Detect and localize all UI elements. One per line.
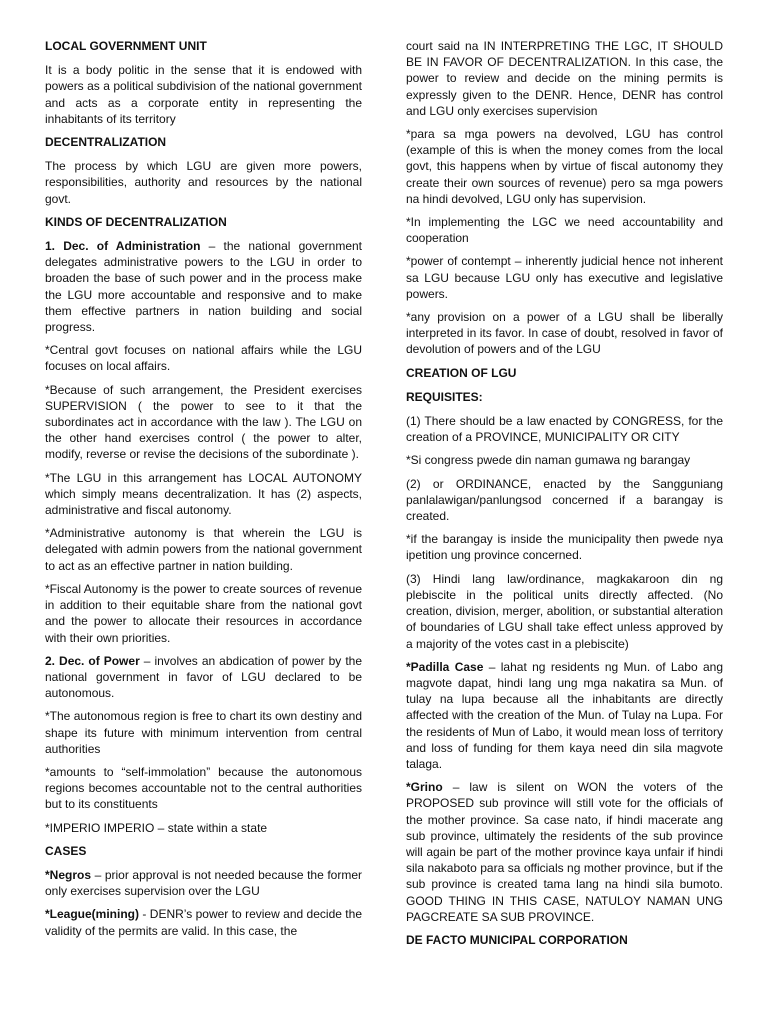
paragraph <box>45 653 362 702</box>
paragraph: *any provision on a power of a LGU shall be liberally interpreted in its favor. In case of doubt, resolved in favor of devolution of powers and of the LGU <box>406 310 723 357</box>
paragraph: *Central govt focuses on national affairs while the LGU focuses on local affairs. <box>45 343 362 374</box>
right-column <box>406 38 723 956</box>
paragraph-text: – involves an abdication of power by the national government in favor of LGU declared to be autonomous. <box>45 653 362 701</box>
section-heading: CASES <box>45 843 87 858</box>
paragraph: *The autonomous region is free to chart its own destiny and shape its future with minimum intervention from central authorities <box>45 709 362 756</box>
section-heading: DE FACTO MUNICIPAL CORPORATION <box>406 932 628 947</box>
paragraph <box>45 238 362 335</box>
paragraph: *In implementing the LGC we need accountability and cooperation <box>406 215 723 246</box>
section-heading: DECENTRALIZATION <box>45 135 167 150</box>
paragraph-lead: 2. Dec. of Power <box>45 653 140 668</box>
section-heading: CREATION OF LGU <box>406 365 517 380</box>
section-heading: LOCAL GOVERNMENT UNIT <box>45 39 207 53</box>
paragraph: *if the barangay is inside the municipality then pwede nya ipetition ung province concerned. <box>406 532 723 563</box>
paragraph-lead: *Padilla Case <box>406 659 484 674</box>
paragraph-lead: *League(mining) <box>45 907 140 922</box>
paragraph-lead: *Grino <box>406 780 443 795</box>
paragraph: *The LGU in this arrangement has LOCAL AUTONOMY which simply means decentralization. It has (2) aspects, administrative and fiscal autonomy. <box>45 470 362 518</box>
section-heading: KINDS OF DECENTRALIZATION <box>45 214 227 229</box>
paragraph-text: – prior approval is not needed because the former only exercises supervision over the LGU <box>45 867 362 899</box>
paragraph: *Because of such arrangement, the President exercises SUPERVISION ( the power to see to it that the subordinates act in accordance with the law ). The LGU on the other hand exercises control ( the power to alter, modify, reverse or revise the decisions of the subordinate ). <box>45 382 362 462</box>
paragraph <box>406 659 723 772</box>
paragraph: (2) or ORDINANCE, enacted by the Sangguniang panlalawigan/panlungsod concerned if a barangay is created. <box>406 476 723 524</box>
paragraph-text: – lahat ng residents ng Mun. of Labo ang magvote dapat, hindi lang ung mga nakatira sa Mun. of tulay na lupa because all the inhabitants are directly affected with the creation of the Mun. of Tulay na Lupa. For the residents of Mun of Labo, it would mean loss of territory and loss of funding for them kaya need din sila magvote talaga. <box>406 659 723 771</box>
paragraph <box>45 867 362 899</box>
paragraph: The process by which LGU are given more powers, responsibilities, authority and resources by the national govt. <box>45 159 362 206</box>
paragraph: (3) Hindi lang law/ordinance, magkakaroon din ng plebiscite in the political units directly affected. (No creation, division, merger, abolition, or substantial alteration of boundaries of LGU shall take effect unless approved by a majority of the votes cast in a plebiscite) <box>406 571 723 651</box>
paragraph-text: – the national government delegates administrative powers to the LGU in order to broaden the base of such power and in the process make the LGU more accountable and responsive and to make them effective partners in nation building and social progress. <box>45 239 362 335</box>
paragraph: *Fiscal Autonomy is the power to create sources of revenue in addition to their equitable share from the national govt and the power to allocate their resources in accordance with their own priorities. <box>45 581 362 645</box>
paragraph-text: – law is silent on WON the voters of the PROPOSED sub province will still vote for the officials of the mother province. Sa case nato, if hindi macerate ang sub province, ultimately the residents of the sub province will again be part of the mother province kaya unfair if hindi sila nakaboto para sa officials ng mother province, but if the sub province is created tama lang na hindi sila bumoto. GOOD THING IN THIS CASE, NATULOY NAMAN UNG PAGCREATE SA SUB PROVINCE. <box>406 780 723 924</box>
paragraph-lead: 1. Dec. of Administration <box>45 239 201 254</box>
paragraph: It is a body politic in the sense that it is endowed with powers as a political subdivision of the national government and acts as a corporate entity in representing the inhabitants of its territory <box>45 63 362 126</box>
paragraph: *amounts to “self-immolation” because the autonomous regions becomes accountable not to the central authorities but to its constituents <box>45 764 362 812</box>
paragraph: *Administrative autonomy is that wherein the LGU is delegated with admin powers from the national government to act as an effective partner in nation building. <box>45 526 362 573</box>
paragraph: (1) There should be a law enacted by CONGRESS, for the creation of a PROVINCE, MUNICIPALITY OR CITY <box>406 414 723 445</box>
paragraph: *power of contempt – inherently judicial hence not inherent sa LGU because LGU only has executive and legislative powers. <box>406 254 723 301</box>
paragraph: court said na IN INTERPRETING THE LGC, IT SHOULD BE IN FAVOR OF DECENTRALIZATION. In this case, the power to review and decide on the mining permits is expressly given to the DENR. Hence, DENR has control and LGU only exercises supervision <box>406 39 723 118</box>
paragraph-lead: *Negros <box>45 867 92 882</box>
paragraph: *para sa mga powers na devolved, LGU has control (example of this is when the money comes from the local govt, this happens when by virtue of fiscal autonomy they create their own sources of revenue) pero sa mga powers na hindi devolved, LGU only has supervision. <box>406 127 723 206</box>
paragraph-text: - DENR’s power to review and decide the validity of the permits are valid. In this case, the <box>45 907 362 938</box>
section-heading: REQUISITES: <box>406 389 483 404</box>
paragraph: *Si congress pwede din naman gumawa ng barangay <box>406 453 691 468</box>
left-column <box>45 38 362 946</box>
paragraph <box>406 779 723 925</box>
paragraph <box>45 906 362 938</box>
paragraph: *IMPERIO IMPERIO – state within a state <box>45 820 268 835</box>
